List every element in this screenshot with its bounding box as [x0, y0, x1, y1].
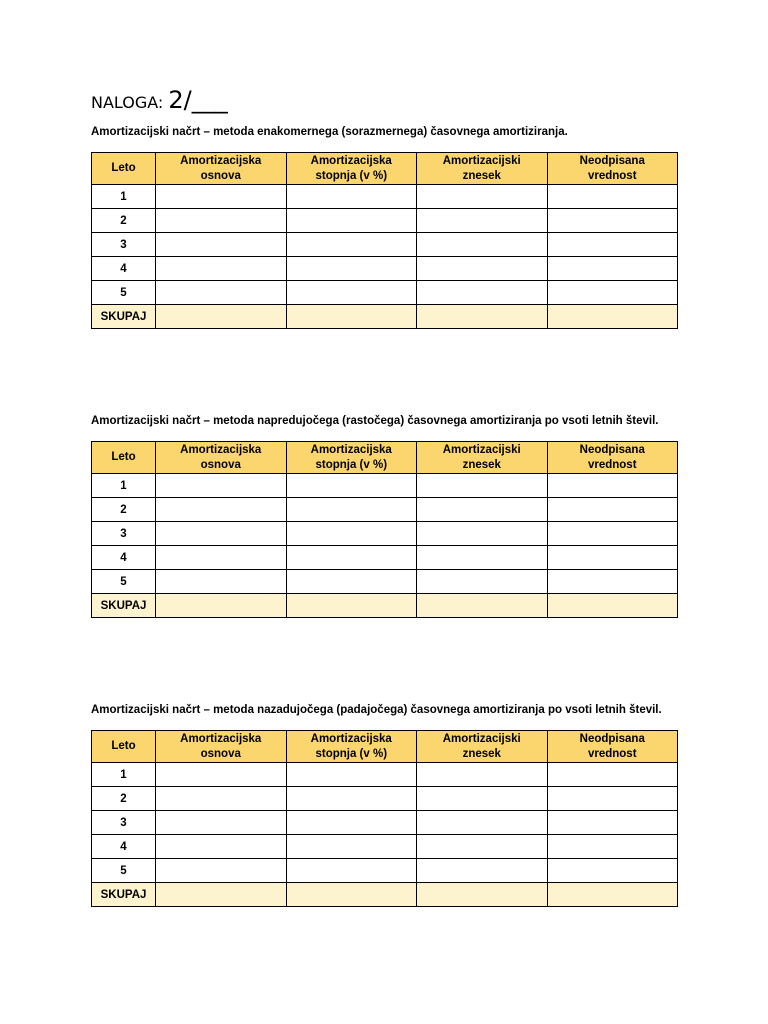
header-year: Leto — [92, 442, 156, 474]
table-row — [92, 474, 678, 498]
residual-cell[interactable] — [547, 233, 678, 257]
table-row — [92, 257, 678, 281]
total-rate-cell[interactable] — [286, 594, 417, 618]
total-row — [92, 883, 678, 907]
amount-cell[interactable] — [417, 209, 548, 233]
table-row — [92, 835, 678, 859]
year-cell: 1 — [92, 763, 156, 787]
total-residual-cell[interactable] — [547, 594, 678, 618]
year-cell: 2 — [92, 498, 156, 522]
amount-cell[interactable] — [417, 498, 548, 522]
year-cell: 5 — [92, 859, 156, 883]
table-row — [92, 859, 678, 883]
depreciation-table-1 — [91, 152, 678, 329]
header-base: Amortizacijska osnova — [156, 731, 287, 763]
total-base-cell[interactable] — [156, 594, 287, 618]
year-cell: 3 — [92, 233, 156, 257]
base-cell[interactable] — [156, 570, 287, 594]
header-residual: Neodpisana vrednost — [547, 442, 678, 474]
amount-cell[interactable] — [417, 474, 548, 498]
table-row — [92, 522, 678, 546]
total-rate-cell[interactable] — [286, 883, 417, 907]
base-cell[interactable] — [156, 209, 287, 233]
year-cell: 2 — [92, 787, 156, 811]
residual-cell[interactable] — [547, 811, 678, 835]
rate-cell[interactable] — [286, 281, 417, 305]
table-row — [92, 233, 678, 257]
amount-cell[interactable] — [417, 281, 548, 305]
amount-cell[interactable] — [417, 522, 548, 546]
rate-cell[interactable] — [286, 233, 417, 257]
rate-cell[interactable] — [286, 763, 417, 787]
year-cell: 3 — [92, 522, 156, 546]
base-cell[interactable] — [156, 859, 287, 883]
rate-cell[interactable] — [286, 257, 417, 281]
rate-cell[interactable] — [286, 787, 417, 811]
amount-cell[interactable] — [417, 859, 548, 883]
total-label: SKUPAJ — [92, 594, 156, 618]
table-header-row — [92, 731, 678, 763]
task-heading — [91, 86, 228, 117]
base-cell[interactable] — [156, 474, 287, 498]
rate-cell[interactable] — [286, 498, 417, 522]
base-cell[interactable] — [156, 498, 287, 522]
total-residual-cell[interactable] — [547, 883, 678, 907]
table-row — [92, 787, 678, 811]
task-number: 2/___ — [168, 86, 228, 114]
total-amount-cell[interactable] — [417, 883, 548, 907]
residual-cell[interactable] — [547, 835, 678, 859]
base-cell[interactable] — [156, 281, 287, 305]
total-label: SKUPAJ — [92, 305, 156, 329]
base-cell[interactable] — [156, 185, 287, 209]
table-row — [92, 763, 678, 787]
base-cell[interactable] — [156, 763, 287, 787]
header-amount: Amortizacijski znesek — [417, 442, 548, 474]
year-cell: 1 — [92, 474, 156, 498]
rate-cell[interactable] — [286, 474, 417, 498]
table-row — [92, 570, 678, 594]
base-cell[interactable] — [156, 811, 287, 835]
year-cell: 5 — [92, 570, 156, 594]
rate-cell[interactable] — [286, 811, 417, 835]
amount-cell[interactable] — [417, 787, 548, 811]
base-cell[interactable] — [156, 835, 287, 859]
residual-cell[interactable] — [547, 546, 678, 570]
residual-cell[interactable] — [547, 474, 678, 498]
base-cell[interactable] — [156, 257, 287, 281]
base-cell[interactable] — [156, 233, 287, 257]
base-cell[interactable] — [156, 787, 287, 811]
header-rate: Amortizacijska stopnja (v %) — [286, 442, 417, 474]
rate-cell[interactable] — [286, 570, 417, 594]
table-row — [92, 209, 678, 233]
residual-cell[interactable] — [547, 498, 678, 522]
year-cell: 2 — [92, 209, 156, 233]
year-cell: 4 — [92, 835, 156, 859]
amount-cell[interactable] — [417, 546, 548, 570]
amount-cell[interactable] — [417, 811, 548, 835]
total-row — [92, 594, 678, 618]
table-row — [92, 498, 678, 522]
year-cell: 3 — [92, 811, 156, 835]
header-year: Leto — [92, 731, 156, 763]
table-row — [92, 811, 678, 835]
header-rate: Amortizacijska stopnja (v %) — [286, 153, 417, 185]
total-base-cell[interactable] — [156, 883, 287, 907]
total-residual-cell[interactable] — [547, 305, 678, 329]
rate-cell[interactable] — [286, 546, 417, 570]
total-label: SKUPAJ — [92, 883, 156, 907]
depreciation-table-2 — [91, 441, 678, 618]
section-title-1: Amortizacijski načrt – metoda enakomernega (sorazmernega) časovnega amortiziranja. — [91, 126, 568, 138]
residual-cell[interactable] — [547, 787, 678, 811]
residual-cell[interactable] — [547, 522, 678, 546]
amount-cell[interactable] — [417, 257, 548, 281]
amount-cell[interactable] — [417, 835, 548, 859]
table-row — [92, 281, 678, 305]
header-base: Amortizacijska osnova — [156, 442, 287, 474]
header-amount: Amortizacijski znesek — [417, 153, 548, 185]
year-cell: 5 — [92, 281, 156, 305]
rate-cell[interactable] — [286, 835, 417, 859]
total-rate-cell[interactable] — [286, 305, 417, 329]
header-residual: Neodpisana vrednost — [547, 153, 678, 185]
total-base-cell[interactable] — [156, 305, 287, 329]
total-amount-cell[interactable] — [417, 305, 548, 329]
depreciation-table-3 — [91, 730, 678, 907]
rate-cell[interactable] — [286, 859, 417, 883]
residual-cell[interactable] — [547, 281, 678, 305]
table-header-row — [92, 153, 678, 185]
section-title-3: Amortizacijski načrt – metoda nazadujočega (padajočega) časovnega amortiziranja po vsoti letnih števil. — [91, 704, 662, 716]
total-amount-cell[interactable] — [417, 594, 548, 618]
year-cell: 4 — [92, 546, 156, 570]
total-row — [92, 305, 678, 329]
header-year: Leto — [92, 153, 156, 185]
table-row — [92, 185, 678, 209]
residual-cell[interactable] — [547, 570, 678, 594]
table-row — [92, 546, 678, 570]
year-cell: 1 — [92, 185, 156, 209]
amount-cell[interactable] — [417, 763, 548, 787]
task-label: NALOGA: — [91, 93, 164, 112]
year-cell: 4 — [92, 257, 156, 281]
header-base: Amortizacijska osnova — [156, 153, 287, 185]
section-title-2: Amortizacijski načrt – metoda napredujočega (rastočega) časovnega amortiziranja po vsoti letnih števil. — [91, 415, 659, 427]
header-amount: Amortizacijski znesek — [417, 731, 548, 763]
residual-cell[interactable] — [547, 763, 678, 787]
base-cell[interactable] — [156, 522, 287, 546]
base-cell[interactable] — [156, 546, 287, 570]
residual-cell[interactable] — [547, 257, 678, 281]
residual-cell[interactable] — [547, 859, 678, 883]
amount-cell[interactable] — [417, 233, 548, 257]
residual-cell[interactable] — [547, 209, 678, 233]
rate-cell[interactable] — [286, 209, 417, 233]
amount-cell[interactable] — [417, 185, 548, 209]
rate-cell[interactable] — [286, 185, 417, 209]
header-residual: Neodpisana vrednost — [547, 731, 678, 763]
rate-cell[interactable] — [286, 522, 417, 546]
amount-cell[interactable] — [417, 570, 548, 594]
residual-cell[interactable] — [547, 185, 678, 209]
table-header-row — [92, 442, 678, 474]
header-rate: Amortizacijska stopnja (v %) — [286, 731, 417, 763]
